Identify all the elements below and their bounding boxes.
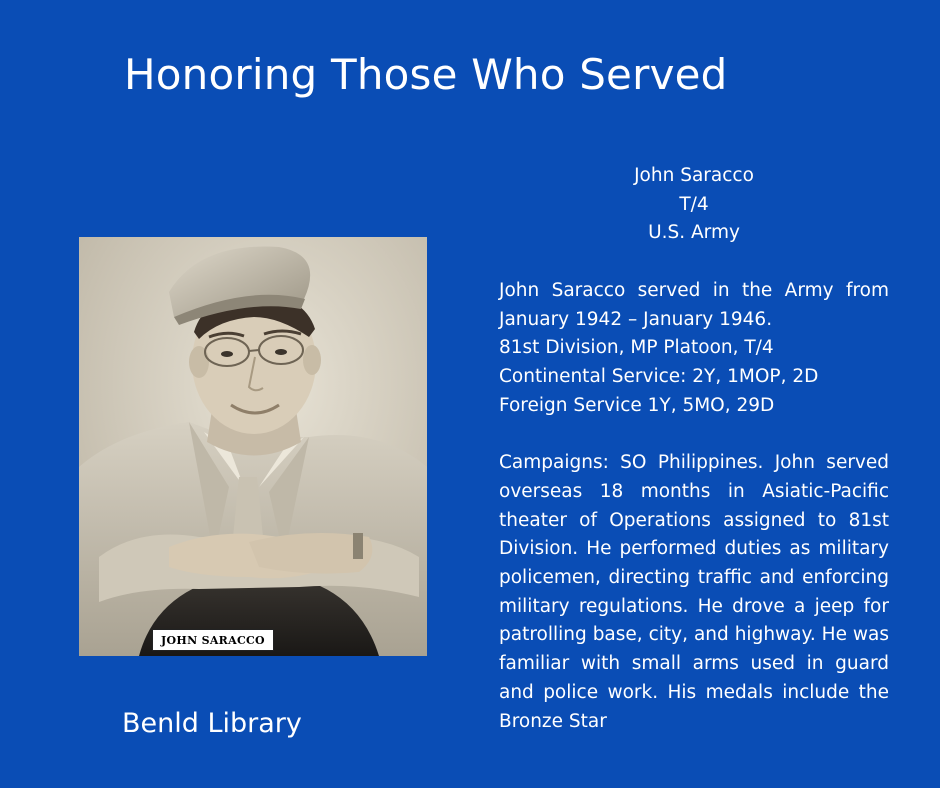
portrait-image: [79, 237, 427, 656]
foreign-service-line: Foreign Service 1Y, 5MO, 29D: [499, 394, 775, 416]
veteran-rank: T/4: [679, 193, 709, 215]
continental-service-line: Continental Service: 2Y, 1MOP, 2D: [499, 366, 819, 388]
division-line: 81st Division, MP Platoon, T/4: [499, 337, 774, 359]
veteran-branch: U.S. Army: [648, 222, 740, 244]
campaigns-paragraph: Campaigns: SO Philippines. John served overseas 18 months in Asiatic-Pacific theater of Operations assigned to 81st Division. He performed duties as military policemen, directing traffic and enforcing military regulations. He drove a jeep for patrolling base, city, and highway. He was familiar with small arms used in guard and police work. His medals include the Bronze Star: [499, 452, 889, 732]
veteran-header: [560, 162, 828, 248]
veteran-name: John Saracco: [634, 165, 754, 186]
paragraph-spacer: [499, 421, 889, 450]
service-dates: John Saracco served in the Army from January 1942 – January 1946.: [499, 280, 889, 330]
photo-caption: JOHN SARACCO: [152, 629, 274, 651]
library-name: Benld Library: [122, 708, 302, 739]
veteran-portrait-photo: [79, 237, 427, 656]
veteran-bio: [499, 277, 889, 736]
page-title: Honoring Those Who Served: [124, 50, 728, 99]
